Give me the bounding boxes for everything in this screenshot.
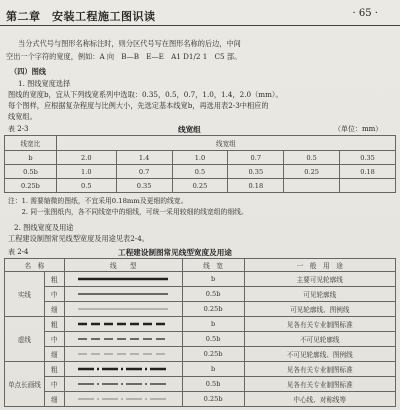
table-cell: 0.25 bbox=[284, 165, 340, 179]
sub-name: 细 bbox=[44, 347, 64, 362]
table-cell: 0.7 bbox=[228, 151, 284, 165]
table-cell: 0.18 bbox=[228, 179, 284, 193]
para-3: 线宽组。 bbox=[8, 112, 37, 121]
sub-name: 细 bbox=[44, 392, 64, 407]
table-cell: 0.18 bbox=[340, 165, 396, 179]
table-cell: 0.5 bbox=[172, 165, 228, 179]
line-width: b bbox=[182, 272, 244, 287]
table-2-4 bbox=[4, 258, 396, 407]
sub-name: 粗 bbox=[44, 362, 64, 377]
intro-line-1: 当分式代号与图形名称标注时，则分区代号写在图形名称的后边，中间 bbox=[18, 39, 241, 48]
line-sample bbox=[64, 362, 182, 377]
table-row bbox=[5, 165, 396, 179]
line-use: 见各有关专业制图标准 bbox=[244, 362, 395, 377]
table-cell: 1.0 bbox=[56, 165, 116, 179]
line-sample bbox=[64, 317, 182, 332]
table-row bbox=[5, 332, 396, 347]
table24-title: 工程建设制图常见线型宽度及用途 bbox=[118, 248, 232, 257]
table-cell: 0.35 bbox=[340, 151, 396, 165]
line-use: 可见轮廓线、图例线 bbox=[244, 302, 395, 317]
para-4: 工程建设制图常见线型宽度及用途见表2-4。 bbox=[8, 234, 149, 243]
line-width: b bbox=[182, 317, 244, 332]
para-2: 每个图样，应根据复杂程度与比例大小，先选定基本线宽b，再选用表2-3中相应的 bbox=[8, 101, 269, 110]
table-row bbox=[5, 347, 396, 362]
line-width: 0.25b bbox=[182, 347, 244, 362]
table-row bbox=[5, 392, 396, 407]
table-cell: 1.0 bbox=[172, 151, 228, 165]
sub-name: 中 bbox=[44, 287, 64, 302]
sub-name: 粗 bbox=[44, 272, 64, 287]
table-row bbox=[5, 287, 396, 302]
sub-name: 中 bbox=[44, 377, 64, 392]
line-use: 可见轮廓线 bbox=[244, 287, 395, 302]
group-name: 实线 bbox=[5, 272, 45, 317]
table-row bbox=[5, 151, 396, 165]
table-row bbox=[5, 179, 396, 193]
note-2: 2. 同一张图纸内，各不同线宽中的细线，可统一采用较细的线宽组的细线。 bbox=[8, 208, 248, 216]
group-name: 虚线 bbox=[5, 317, 45, 362]
table23-title: 线宽组 bbox=[178, 125, 201, 134]
table24-head-line: 线 型 bbox=[64, 259, 182, 272]
intro-line-2: 空出一个字符的宽度，例如：A 向 B—B E—E A1 D1/2 1 C5 部。 bbox=[6, 52, 242, 61]
table-cell: 0.5 bbox=[284, 151, 340, 165]
line-use: 见各有关专业制图标准 bbox=[244, 317, 395, 332]
chapter-title: 第二章 安装工程施工图识读 bbox=[6, 10, 156, 23]
line-sample bbox=[64, 287, 182, 302]
table-2-3 bbox=[4, 135, 396, 193]
page-header bbox=[0, 8, 400, 26]
line-width: 0.25b bbox=[182, 392, 244, 407]
sub-name: 细 bbox=[44, 302, 64, 317]
table23-col-ratio: 线宽比 bbox=[5, 136, 57, 151]
table23-label: 表 2-3 bbox=[8, 125, 29, 133]
table-cell: 0.25b bbox=[5, 179, 57, 193]
header-rule bbox=[0, 25, 400, 26]
line-width: 0.5b bbox=[182, 332, 244, 347]
sub-name: 粗 bbox=[44, 317, 64, 332]
table-cell: 0.5 bbox=[56, 179, 116, 193]
line-use: 不可见轮廓线 bbox=[244, 332, 395, 347]
line-use: 中心线、对称线等 bbox=[244, 392, 395, 407]
table23-col-group: 线宽组 bbox=[56, 136, 395, 151]
table24-head-use: 一 般 用 途 bbox=[244, 259, 395, 272]
line-sample bbox=[64, 332, 182, 347]
line-sample bbox=[64, 377, 182, 392]
group-name: 单点长画线 bbox=[5, 362, 45, 407]
table-cell: 0.35 bbox=[116, 179, 172, 193]
table-cell: 0.35 bbox=[228, 165, 284, 179]
table24-head-name: 名 称 bbox=[5, 259, 65, 272]
table-cell bbox=[284, 179, 340, 193]
table-cell bbox=[340, 179, 396, 193]
section-heading: （四）图线 bbox=[10, 67, 46, 76]
line-width: 0.5b bbox=[182, 287, 244, 302]
table24-head-width: 线 宽 bbox=[182, 259, 244, 272]
table-cell: 0.5b bbox=[5, 165, 57, 179]
table-cell: 1.4 bbox=[116, 151, 172, 165]
subsection-2: 2. 图线宽度及用途 bbox=[14, 223, 74, 232]
table-row bbox=[5, 362, 396, 377]
table-cell: 0.25 bbox=[172, 179, 228, 193]
line-use: 主要可见轮廓线 bbox=[244, 272, 395, 287]
table-cell: 0.7 bbox=[116, 165, 172, 179]
line-width: 0.5b bbox=[182, 377, 244, 392]
line-sample bbox=[64, 272, 182, 287]
table23-unit: （单位：mm） bbox=[334, 125, 383, 133]
sub-name: 中 bbox=[44, 332, 64, 347]
line-sample bbox=[64, 302, 182, 317]
line-width: b bbox=[182, 362, 244, 377]
note-1: 注：1. 需要缩微的图纸，不宜采用0.18mm及更细的线宽。 bbox=[8, 197, 188, 205]
table-row bbox=[5, 272, 396, 287]
line-use: 不可见轮廓线、图例线 bbox=[244, 347, 395, 362]
line-width: 0.25b bbox=[182, 302, 244, 317]
table-row bbox=[5, 317, 396, 332]
table-row bbox=[5, 377, 396, 392]
table24-label: 表 2-4 bbox=[8, 248, 29, 256]
table-cell: b bbox=[5, 151, 57, 165]
subsection-1: 1. 图线宽度选择 bbox=[18, 79, 71, 88]
table-cell: 2.0 bbox=[56, 151, 116, 165]
line-sample bbox=[64, 347, 182, 362]
line-sample bbox=[64, 392, 182, 407]
para-1: 图线的宽度b，宜从下列线宽系列中选取：0.35，0.5，0.7，1.0，1.4，2.0（mm）。 bbox=[8, 90, 283, 99]
table-row bbox=[5, 302, 396, 317]
page-number: · 65 · bbox=[352, 8, 378, 19]
line-use: 见各有关专业制图标准 bbox=[244, 377, 395, 392]
